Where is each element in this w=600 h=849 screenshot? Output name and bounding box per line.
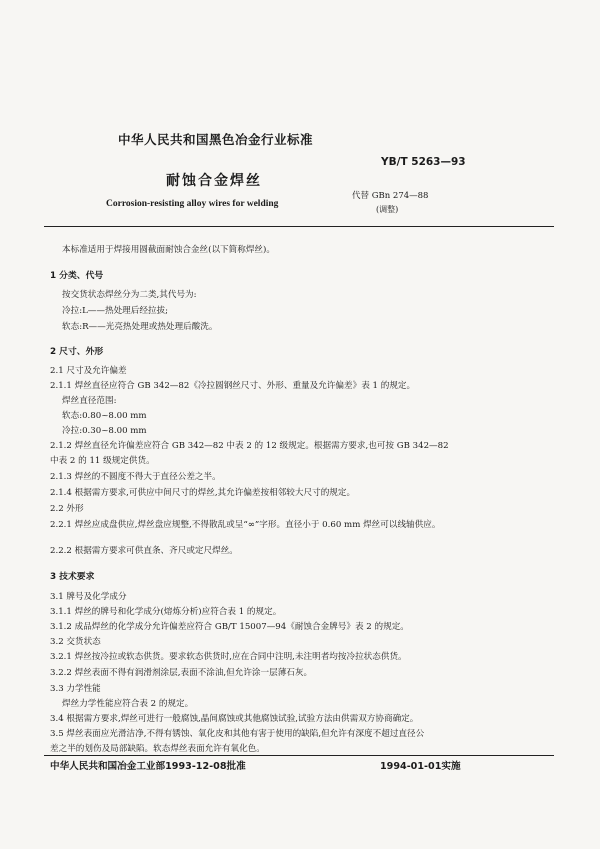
clause-2-1-4: 2.1.4 根据需方要求,可供应中间尺寸的焊丝,其允许偏差按相邻较大尺寸的规定。 bbox=[50, 488, 356, 498]
replaces-note: 代替 GBn 274—88 bbox=[352, 191, 429, 201]
clause-2-1: 2.1 尺寸及允许偏差 bbox=[50, 366, 127, 376]
clause-3-1-1: 3.1.1 焊丝的牌号和化学成分(熔炼分析)应符合表 1 的规定。 bbox=[50, 607, 282, 617]
clause-2-1-1-soft: 软态:0.80~8.00 mm bbox=[62, 411, 147, 421]
footer-divider bbox=[44, 755, 554, 756]
section-1-text-1: 按交货状态焊丝分为二类,其代号为: bbox=[62, 290, 197, 300]
page-title: 耐蚀合金焊丝 bbox=[166, 173, 262, 189]
clause-3-2-2: 3.2.2 焊丝表面不得有润滑剂涂层,表面不涂油,但允许涂一层薄石灰。 bbox=[50, 668, 313, 678]
standard-code: YB/T 5263—93 bbox=[381, 156, 466, 168]
section-3-heading: 3 技术要求 bbox=[50, 572, 95, 582]
clause-3-1-2: 3.1.2 成品焊丝的化学成分允许偏差应符合 GB/T 15007—94《耐蚀合金牌号》表 2 的规定。 bbox=[50, 622, 409, 632]
intro-paragraph: 本标准适用于焊接用圆截面耐蚀合金丝(以下简称焊丝)。 bbox=[62, 245, 275, 255]
header-divider bbox=[44, 226, 554, 227]
clause-2-1-1-range: 焊丝直径范围: bbox=[62, 396, 117, 406]
clause-3-3-text: 焊丝力学性能应符合表 2 的规定。 bbox=[62, 699, 194, 709]
approval-line: 中华人民共和国冶金工业部1993-12-08批准 bbox=[50, 761, 246, 772]
standard-organization: 中华人民共和国黑色冶金行业标准 bbox=[118, 132, 314, 147]
clause-3-5: 3.5 焊丝表面应光滑洁净,不得有锈蚀、氧化皮和其他有害于使用的缺陷,但允许有深度不超过直径公 bbox=[50, 729, 425, 739]
implementation-date: 1994-01-01实施 bbox=[380, 761, 461, 772]
clause-2-1-3: 2.1.3 焊丝的不圆度不得大于直径公差之半。 bbox=[50, 472, 221, 482]
section-1-text-2: 冷拉:L——热处理后经拉拔; bbox=[62, 306, 169, 316]
clause-2-1-1-cold: 冷拉:0.30~8.00 mm bbox=[62, 426, 147, 436]
clause-2-2-1: 2.2.1 焊丝应成盘供应,焊丝盘应规整,不得散乱或呈“∞”字形。直径小于 0.60 mm 焊丝可以线轴供应。 bbox=[50, 520, 441, 530]
clause-3-2: 3.2 交货状态 bbox=[50, 637, 101, 647]
clause-3-5-cont: 差之半的划伤及局部缺陷。软态焊丝表面允许有氧化色。 bbox=[50, 744, 265, 754]
clause-2-1-2: 2.1.2 焊丝直径允许偏差应符合 GB 342—82 中表 2 的 12 级规定。根据需方要求,也可按 GB 342—82 bbox=[50, 441, 449, 451]
clause-2-2-2: 2.2.2 根据需方要求可供直条、齐尺或定尺焊丝。 bbox=[50, 546, 238, 556]
clause-3-3: 3.3 力学性能 bbox=[50, 684, 101, 694]
clause-3-2-1: 3.2.1 焊丝按冷拉或软态供货。要求软态供货时,应在合同中注明,未注明者均按冷拉状态供货。 bbox=[50, 652, 407, 662]
section-1-heading: 1 分类、代号 bbox=[50, 271, 104, 281]
adjusted-note: (调整) bbox=[376, 205, 399, 214]
clause-2-1-1: 2.1.1 焊丝直径应符合 GB 342—82《冷拉圆钢丝尺寸、外形、重量及允许偏差》表 1 的规定。 bbox=[50, 381, 416, 391]
section-2-heading: 2 尺寸、外形 bbox=[50, 347, 104, 357]
clause-3-4: 3.4 根据需方要求,焊丝可进行一般腐蚀,晶间腐蚀或其他腐蚀试验,试验方法由供需双方协商确定。 bbox=[50, 714, 419, 724]
clause-3-1: 3.1 牌号及化学成分 bbox=[50, 592, 127, 602]
english-title: Corrosion-resisting alloy wires for welding bbox=[106, 199, 279, 209]
clause-2-2: 2.2 外形 bbox=[50, 504, 84, 514]
clause-2-1-2-cont: 中表 2 的 11 级规定供货。 bbox=[50, 456, 155, 466]
section-1-text-3: 软态:R——光亮热处理或热处理后酸洗。 bbox=[62, 322, 218, 332]
